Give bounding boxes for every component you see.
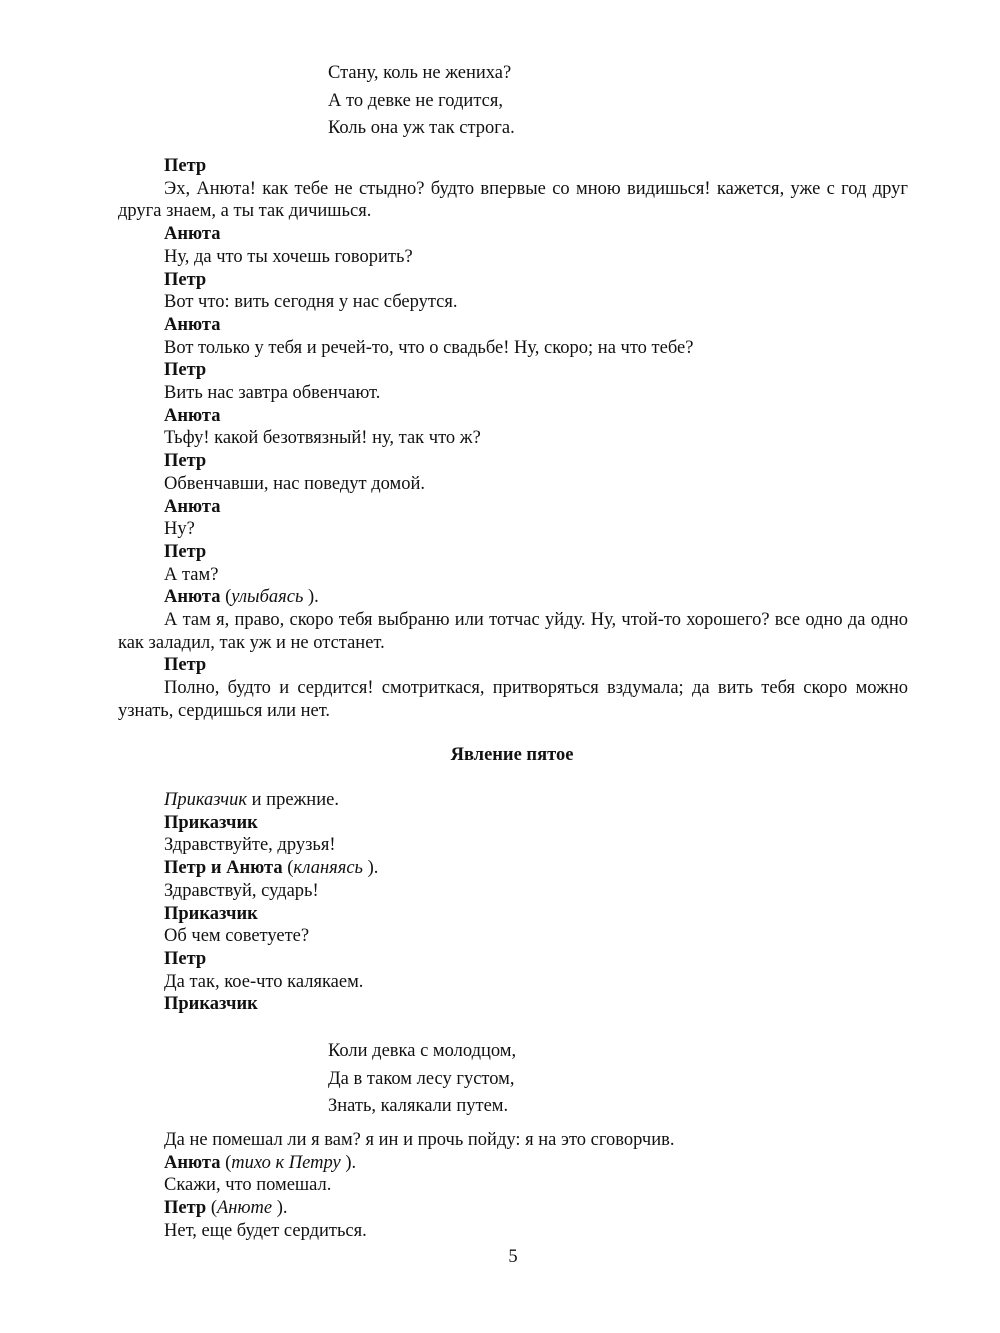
speech-text: Да не помешал ли я вам? я ин и прочь пойду: я на это сговорчив. — [164, 1130, 675, 1150]
page-number: 5 — [508, 1247, 518, 1267]
verse-line: Стану, коль не жениха? — [328, 63, 512, 83]
verse-line: А то девке не годится, — [328, 90, 503, 111]
speaker-name: Анюта — [164, 1152, 221, 1173]
entrance-character: Приказчик — [164, 790, 248, 810]
speech-text: Ну? — [164, 519, 195, 540]
speech-text: Нет, еще будет сердиться. — [164, 1220, 367, 1241]
speech-text: Вить нас завтра обвенчают. — [164, 383, 381, 404]
stage-direction: (улыбаясь ). — [220, 587, 319, 608]
speaker-line — [118, 1197, 908, 1220]
speaker-name: Петр и Анюта — [164, 858, 283, 879]
speaker-name: Петр — [164, 269, 207, 290]
stage-direction: (тихо к Петру ). — [220, 1152, 357, 1173]
speech-text: Здравствуй, сударь! — [164, 880, 319, 901]
speaker-name: Петр — [164, 541, 207, 562]
speaker-name: Анюта — [164, 405, 221, 426]
speech-text: Об чем советуете? — [164, 926, 310, 947]
speaker-name: Анюта — [164, 587, 221, 608]
speaker-name: Анюта — [164, 496, 221, 517]
speech-text: Обвенчавши, нас поведут домой. — [164, 473, 426, 494]
verse-line: Знать, калякали путем. — [328, 1096, 509, 1116]
speaker-name: Приказчик — [164, 994, 258, 1015]
speaker-name: Петр — [164, 948, 207, 969]
speaker-name: Анюта — [164, 314, 221, 335]
verse-top — [328, 60, 515, 143]
speaker-name: Петр — [164, 1198, 207, 1219]
speech-text: Ну, да что ты хочешь говорить? — [164, 246, 413, 267]
speaker-name: Анюта — [164, 224, 221, 245]
verse-line: Коль она уж так строга. — [328, 118, 515, 138]
speech-text: Да так, кое-что калякаем. — [164, 971, 364, 992]
speaker-name: Приказчик — [164, 812, 258, 833]
speech-text: Эх, Анюта! как тебе не стыдно? будто впервые со мною видишься! кажется, уже с год друг друга знаем, а ты так дичишься. — [118, 178, 908, 222]
stage-entrance: Приказчик и прежние. — [164, 790, 339, 810]
stage-direction: (Анюте ). — [206, 1198, 288, 1219]
speaker-line — [118, 1152, 908, 1175]
speech-text: Полно, будто и сердится! смотриткася, притворяться вздумала; да вить тебя скоро можно узнать, сердишься или нет. — [118, 678, 908, 721]
verse-line: Коли девка с молодцом, — [328, 1041, 517, 1061]
dialogue-block-1 — [118, 155, 908, 723]
speech-text: Здравствуйте, друзья! — [164, 835, 336, 856]
stage-direction: (кланяясь ). — [282, 858, 379, 879]
speech-text: Вот только у тебя и речей-то, что о свадьбе! Ну, скоро; на что тебе? — [164, 337, 694, 358]
speaker-line — [118, 586, 908, 609]
verse-middle — [328, 1038, 516, 1121]
dialogue-block-3 — [118, 1129, 908, 1243]
speaker-name: Петр — [164, 360, 207, 381]
dialogue-block-2 — [118, 789, 908, 1016]
speaker-name: Петр — [164, 156, 207, 176]
speech-text: А там я, право, скоро тебя выбраню или тотчас уйду. Ну, чтой-то хорошего? все одно да одно как заладил, так уж и не отстанет. — [118, 610, 908, 653]
speaker-name: Петр — [164, 451, 207, 472]
verse-line: Да в таком лесу густом, — [328, 1068, 515, 1089]
speaker-name: Приказчик — [164, 903, 258, 924]
speech-text: А там? — [164, 564, 219, 585]
speech-text: Тьфу! какой безотвязный! ну, так что ж? — [164, 428, 481, 449]
scene-heading: Явление пятое — [450, 745, 574, 765]
speaker-name: Петр — [164, 655, 207, 676]
speech-text: Скажи, что помешал. — [164, 1175, 332, 1196]
speech-text: Вот что: вить сегодня у нас сберутся. — [164, 292, 458, 313]
speaker-line — [118, 857, 908, 880]
